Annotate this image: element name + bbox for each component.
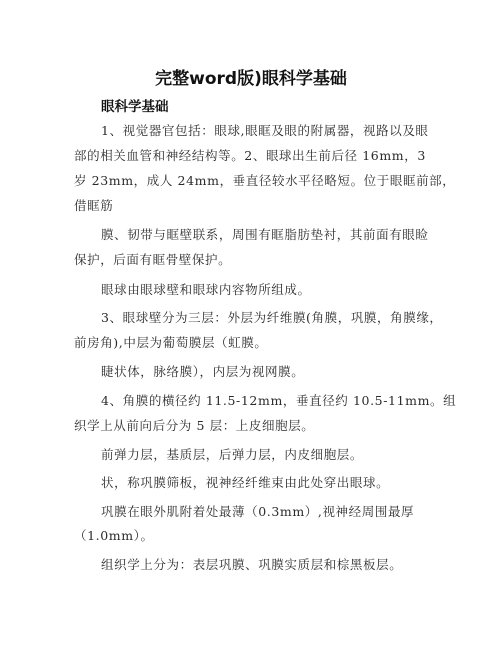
paragraph-line: 前房角),中层为葡萄膜层（虹膜。	[74, 335, 268, 350]
paragraph-line: 巩膜在眼外肌附着处最薄（0.3mm）,视神经周围最厚	[101, 504, 415, 519]
paragraph-line: 1、视觉器官包括：眼球,眼眶及眼的附属器，视路以及眼	[101, 123, 429, 138]
document-title: 完整word版)眼科学基础	[155, 69, 347, 89]
paragraph-line: 3、眼球壁分为三层：外层为纤维膜(角膜，巩膜，角膜缘，	[101, 310, 443, 325]
paragraph-line: 保护，后面有眶骨壁保护。	[74, 252, 232, 267]
paragraph-line: 状，称巩膜筛板，视神经纤维束由此处穿出眼球。	[101, 475, 390, 490]
paragraph-line: 睫状体，脉络膜），内层为视网膜。	[101, 364, 305, 379]
section-heading: 眼科学基础	[101, 99, 169, 115]
paragraph-line: 4、角膜的横径约 11.5-12mm，垂直径约 10.5-11mm。组	[101, 393, 457, 408]
paragraph-line: 眼球由眼球壁和眼球内容物所组成。	[101, 282, 311, 297]
paragraph-line: 膜、韧带与眶壁联系，周围有眶脂肪垫衬，其前面有眼睑	[101, 227, 429, 242]
paragraph-line: 织学上从前向后分为 5 层：上皮细胞层。	[74, 418, 315, 433]
paragraph-line: 前弹力层，基质层，后弹力层，内皮细胞层。	[101, 447, 364, 462]
paragraph-line: 岁 23mm，成人 24mm，垂直径较水平径略短。位于眼眶前部，	[74, 173, 456, 188]
paragraph-line: 组织学上分为：表层巩膜、巩膜实质层和棕黑板层。	[101, 557, 403, 572]
paragraph-line: 部的相关血管和神经结构等。2、眼球出生前后径 16mm，3	[74, 148, 426, 163]
paragraph-line: 借眶筋	[74, 198, 114, 213]
paragraph-line: （1.0mm）。	[74, 528, 154, 543]
